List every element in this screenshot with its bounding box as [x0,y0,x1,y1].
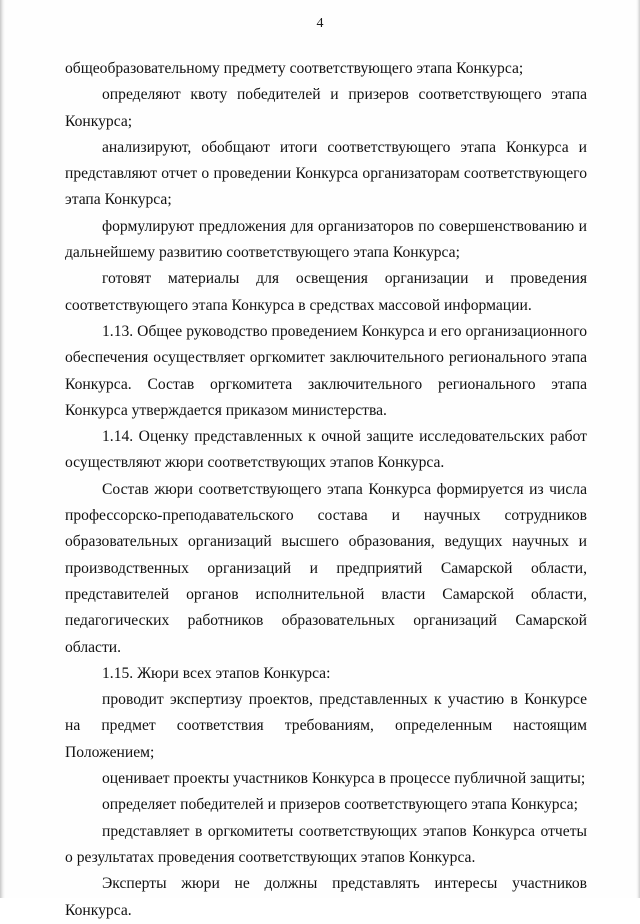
paragraph: формулируют предложения для организаторов по совершенствованию и дальнейшему развитию соответствующего этапа Конкурса; [65,217,587,262]
paragraph: 1.13. Общее руководство проведением Конкурса и его организационного обеспечения осуществляет оргкомитет заключительного регионального этапа Конкурса. Состав оргкомитета заключительного регионального этапа Конкурса утверждается приказом министерства. [65,322,587,419]
document-body [65,56,587,924]
paragraph: анализируют, обобщают итоги соответствующего этапа Конкурса и представляют отчет о проведении Конкурса организаторам соответствующего этапа Конкурса; [65,138,587,209]
paragraph: 1.15. Жюри всех этапов Конкурса: [102,664,331,682]
page-number: 4 [316,16,324,31]
paragraph: 1.14. Оценку представленных к очной защите исследовательских работ осуществляют жюри соответствующих этапов Конкурса. [65,428,587,472]
paragraph: общеобразовательному предмету соответствующего этапа Конкурса; [65,60,524,77]
paragraph: готовят материалы для освещения организации и проведения соответствующего этапа Конкурса в средствах массовой информации. [65,270,587,314]
paragraph: представляет в оргкомитеты соответствующих этапов Конкурса отчеты о результатах проведения соответствующих этапов Конкурса. [65,822,587,866]
paragraph: Эксперты жюри не должны представлять интересы участников Конкурса. [65,875,587,919]
scan-edge-right [636,0,640,898]
paragraph: определяют квоту победителей и призеров соответствующего этапа Конкурса; [65,86,587,130]
paragraph: определяет победителей и призеров соответствующего этапа Конкурса; [102,796,578,814]
scan-edge-left [0,0,5,898]
paragraph: оценивает проекты участников Конкурса в процессе публичной защиты; [102,770,586,788]
paragraph: Состав жюри соответствующего этапа Конкурса формируется из числа профессорско-преподавательского состава и научных сотрудников образовательных организаций высшего образования, ведущих научных и производственных организаций и предприятий Самарской области, представителей органов исполнительной власти Самарской области, педагогических работников образовательных организаций Самарской области. [65,480,587,656]
paragraph: проводит экспертизу проектов, представленных к участию в Конкурсе на предмет соответствия требованиям, определенным настоящим Положением; [65,691,587,761]
